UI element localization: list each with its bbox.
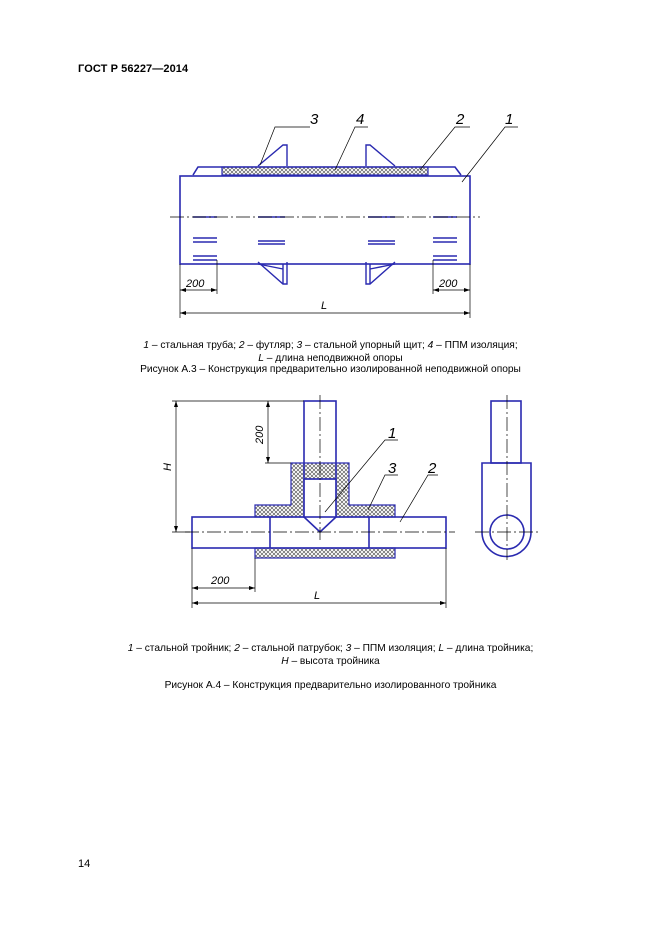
figure-a4-caption: 1 – стальной тройник; 2 – стальной патрубок; 3 – ППМ изоляция; L – длина тройника; H – высота тройника [127, 643, 534, 667]
a3-callout-2: 2 [456, 111, 465, 128]
a3-callout-4: 4 [356, 111, 365, 128]
page-number: 14 [78, 858, 91, 870]
a4-insulation-top [255, 463, 395, 517]
a4-side-branch [491, 401, 521, 463]
a3-dim-200-right: 200 [439, 278, 458, 290]
a3-shield-left [258, 145, 287, 166]
a4-side-body [482, 463, 531, 557]
a4-dim-200-horizontal: 200 [211, 575, 230, 587]
a3-callout-3: 3 [310, 111, 319, 128]
figure-a3-caption: 1 – стальная труба; 2 – футляр; 3 – стальной упорный щит; 4 – ППМ изоляция; L – длина неподвижной опоры [143, 340, 518, 364]
a4-insulation-bottom [255, 548, 395, 558]
a3-dim-length: L [321, 300, 328, 312]
standard-header: ГОСТ Р 56227—2014 [78, 63, 189, 75]
a4-callout-1: 1 [388, 425, 397, 442]
a3-insulation [222, 167, 428, 175]
a3-steel-pipe [180, 176, 470, 264]
a4-callout-2: 2 [428, 460, 437, 477]
a3-callout-1: 1 [505, 111, 514, 128]
a3-dim-200-left: 200 [186, 278, 205, 290]
figure-a4-drawing [0, 390, 661, 620]
a4-dim-h: H [162, 463, 174, 471]
a4-dim-length: L [314, 590, 321, 602]
figure-a4-title: Рисунок А.4 – Конструкция предварительно изолированного тройника [164, 680, 497, 691]
a3-shield-right [366, 145, 395, 166]
a4-run-pipe [192, 517, 446, 548]
a4-callout-3: 3 [388, 460, 397, 477]
a4-dim-200-vertical: 200 [254, 425, 266, 444]
figure-a3-title: Рисунок А.3 – Конструкция предварительно изолированной неподвижной опоры [140, 364, 521, 375]
figure-a3-drawing [0, 0, 661, 340]
